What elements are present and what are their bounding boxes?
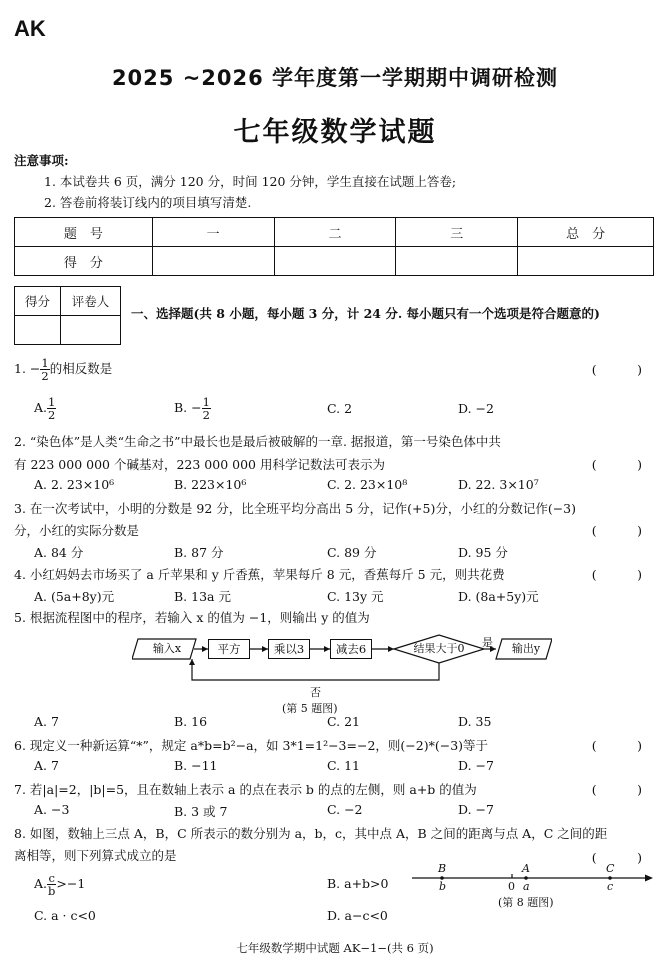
score-header-cell: 三 bbox=[396, 218, 518, 247]
question-8-line-2: 离相等，则下列算式成立的是 bbox=[14, 848, 177, 863]
option-a: A. 84 分 bbox=[34, 545, 84, 560]
paper-code: AK bbox=[14, 16, 46, 41]
score-header-cell: 题 号 bbox=[15, 218, 153, 247]
fraction-numerator: 1 bbox=[41, 356, 49, 370]
option-a: A. 7 bbox=[34, 758, 59, 773]
score-header-cell: 一 bbox=[152, 218, 274, 247]
question-3-line-1: 3. 在一次考试中，小明的分数是 92 分，比全班平均分高出 5 分，记作(+5)分，小红的分数记作(−3) bbox=[14, 501, 577, 516]
question-5-line-1: 5. 根据流程图中的程序，若输入 x 的值为 −1，则输出 y 的值为 bbox=[14, 610, 370, 625]
option-a bbox=[34, 872, 85, 897]
axis-arrow bbox=[645, 875, 653, 882]
score-row-label: 得 分 bbox=[15, 247, 153, 276]
exam-subtitle: 七年级数学试题 bbox=[233, 117, 437, 148]
question-2-line-1: 2. “染色体”是人类“生命之书”中最长也是最后被破解的一章. 据报道，第一号染色体中共 bbox=[14, 434, 501, 449]
notes-heading: 注意事项: bbox=[14, 153, 69, 168]
note-item: 1. 本试卷共 6 页，满分 120 分，时间 120 分钟，学生直接在试题上答卷; bbox=[44, 174, 457, 189]
fraction-denominator: 2 bbox=[48, 408, 56, 422]
option-a: A. (5a+8y)元 bbox=[34, 589, 115, 604]
option-d: D. 22. 3×10⁷ bbox=[458, 477, 539, 492]
option-c: C. 21 bbox=[327, 714, 360, 729]
question-4-line-1: 4. 小红妈妈去市场买了 a 斤苹果和 y 斤香蕉，苹果每斤 8 元，香蕉每斤 5 元，则共花费 bbox=[14, 567, 505, 582]
fraction bbox=[47, 396, 56, 421]
option-b: B. 3 或 7 bbox=[174, 804, 228, 819]
option-b bbox=[174, 396, 211, 421]
flow-subtract-box: 减去6 bbox=[330, 639, 372, 659]
question-number: 1. bbox=[14, 361, 26, 376]
exam-title: 2025 ~2026 学年度第一学期期中调研检测 bbox=[111, 66, 559, 90]
option-label: A. bbox=[34, 400, 48, 415]
option-b: B. a+b>0 bbox=[327, 876, 389, 891]
question-2-line-2: 有 223 000 000 个碱基对，223 000 000 用科学记数法可表示为 bbox=[14, 457, 385, 472]
fraction-numerator: c bbox=[48, 871, 55, 885]
label-value-b: b bbox=[439, 880, 447, 893]
answer-paren: ( ) bbox=[591, 362, 656, 377]
fraction-denominator: b bbox=[48, 884, 56, 898]
option-c: C. 89 分 bbox=[327, 545, 377, 560]
question-7-line-1: 7. 若|a|=2，|b|=5，且在数轴上表示 a 的点在表示 b 的点的左侧，则 a+b 的值为 bbox=[14, 782, 477, 797]
option-b: B. 87 分 bbox=[174, 545, 224, 560]
fraction bbox=[47, 872, 56, 897]
option-a: A. 7 bbox=[34, 714, 59, 729]
label-value-a: a bbox=[523, 880, 530, 893]
figure-caption: (第 5 题图) bbox=[282, 702, 338, 715]
question-3-line-2: 分，小红的实际分数是 bbox=[14, 523, 140, 538]
option-d: D. −7 bbox=[458, 758, 494, 773]
note-item: 2. 答卷前将装订线内的项目填写清楚. bbox=[44, 195, 252, 210]
option-c: C. 2. 23×10⁸ bbox=[327, 477, 408, 492]
option-b: B. 13a 元 bbox=[174, 589, 231, 604]
option-d: D. (8a+5y)元 bbox=[458, 589, 539, 604]
question-1 bbox=[14, 357, 658, 382]
option-label: A. bbox=[34, 876, 48, 891]
answer-paren: ( ) bbox=[591, 738, 656, 753]
section-heading: 一、选择题(共 8 小题，每小题 3 分，计 24 分. 每小题只有一个选项是符合题意的) bbox=[131, 306, 600, 321]
grader-table bbox=[14, 286, 121, 345]
option-c: C. 2 bbox=[327, 401, 353, 416]
label-point-b: B bbox=[438, 862, 447, 875]
option-c: C. −2 bbox=[327, 802, 363, 817]
flowchart bbox=[132, 634, 552, 724]
flow-decision-label: 结果大于0 bbox=[413, 642, 465, 655]
score-cell bbox=[152, 247, 274, 276]
option-b: B. 223×10⁶ bbox=[174, 477, 247, 492]
grader-name-label: 评卷人 bbox=[61, 287, 121, 316]
answer-paren: ( ) bbox=[591, 457, 656, 472]
minus-sign: − bbox=[29, 361, 41, 376]
option-d: D. −7 bbox=[458, 802, 494, 817]
question-text: 的相反数是 bbox=[49, 361, 113, 376]
label-zero: 0 bbox=[508, 880, 515, 893]
option-a: A. 2. 23×10⁶ bbox=[34, 477, 115, 492]
answer-paren: ( ) bbox=[591, 523, 656, 538]
fraction-numerator: 1 bbox=[48, 395, 56, 409]
grader-name-cell bbox=[61, 316, 121, 345]
option-b: B. 16 bbox=[174, 714, 208, 729]
flow-input-label: 输入x bbox=[152, 642, 182, 655]
score-cell bbox=[274, 247, 396, 276]
option-text: >−1 bbox=[56, 876, 86, 891]
flow-output-label: 输出y bbox=[511, 642, 541, 655]
flow-no-label: 否 bbox=[310, 686, 321, 699]
answer-paren: ( ) bbox=[591, 567, 656, 582]
option-c: C. a · c<0 bbox=[34, 908, 96, 923]
fraction-denominator: 2 bbox=[41, 369, 49, 383]
fraction-numerator: 1 bbox=[202, 395, 210, 409]
question-6-line-1: 6. 现定义一种新运算“*”，规定 a*b=b²−a，如 3*1=1²−3=−2，则(−2)*(−3)等于 bbox=[14, 738, 489, 753]
grader-score-label: 得分 bbox=[15, 287, 61, 316]
option-a bbox=[34, 396, 56, 421]
option-b: B. −11 bbox=[174, 758, 218, 773]
label-point-c: C bbox=[606, 862, 615, 875]
score-cell bbox=[518, 247, 654, 276]
fraction bbox=[202, 396, 211, 421]
score-table bbox=[14, 217, 654, 276]
grader-score-cell bbox=[15, 316, 61, 345]
option-c: C. 11 bbox=[327, 758, 360, 773]
option-c: C. 13y 元 bbox=[327, 589, 384, 604]
score-header-cell: 总 分 bbox=[518, 218, 654, 247]
score-cell bbox=[396, 247, 518, 276]
answer-paren: ( ) bbox=[591, 850, 656, 865]
label-value-c: c bbox=[607, 880, 614, 893]
label-point-a: A bbox=[522, 862, 530, 875]
page-footer: 七年级数学期中试题 AK−1−(共 6 页) bbox=[236, 941, 434, 955]
fraction-denominator: 2 bbox=[202, 408, 210, 422]
option-d: D. a−c<0 bbox=[327, 908, 388, 923]
loop-line bbox=[192, 659, 439, 680]
flow-square-box: 平方 bbox=[208, 639, 250, 659]
flow-multiply-box: 乘以3 bbox=[268, 639, 310, 659]
option-d: D. 95 分 bbox=[458, 545, 508, 560]
score-header-cell: 二 bbox=[274, 218, 396, 247]
flow-yes-label: 是 bbox=[482, 636, 493, 649]
question-8-line-1: 8. 如图，数轴上三点 A，B，C 所表示的数分别为 a，b，c，其中点 A，B 之间的距离与点 A，C 之间的距 bbox=[14, 826, 608, 841]
figure-caption: (第 8 题图) bbox=[498, 896, 554, 909]
answer-paren: ( ) bbox=[591, 782, 656, 797]
option-d: D. 35 bbox=[458, 714, 492, 729]
arrow-head bbox=[189, 659, 195, 665]
number-line-figure bbox=[410, 862, 655, 912]
option-d: D. −2 bbox=[458, 401, 494, 416]
option-a: A. −3 bbox=[34, 802, 70, 817]
fraction bbox=[40, 357, 49, 382]
option-label: B. − bbox=[174, 400, 202, 415]
